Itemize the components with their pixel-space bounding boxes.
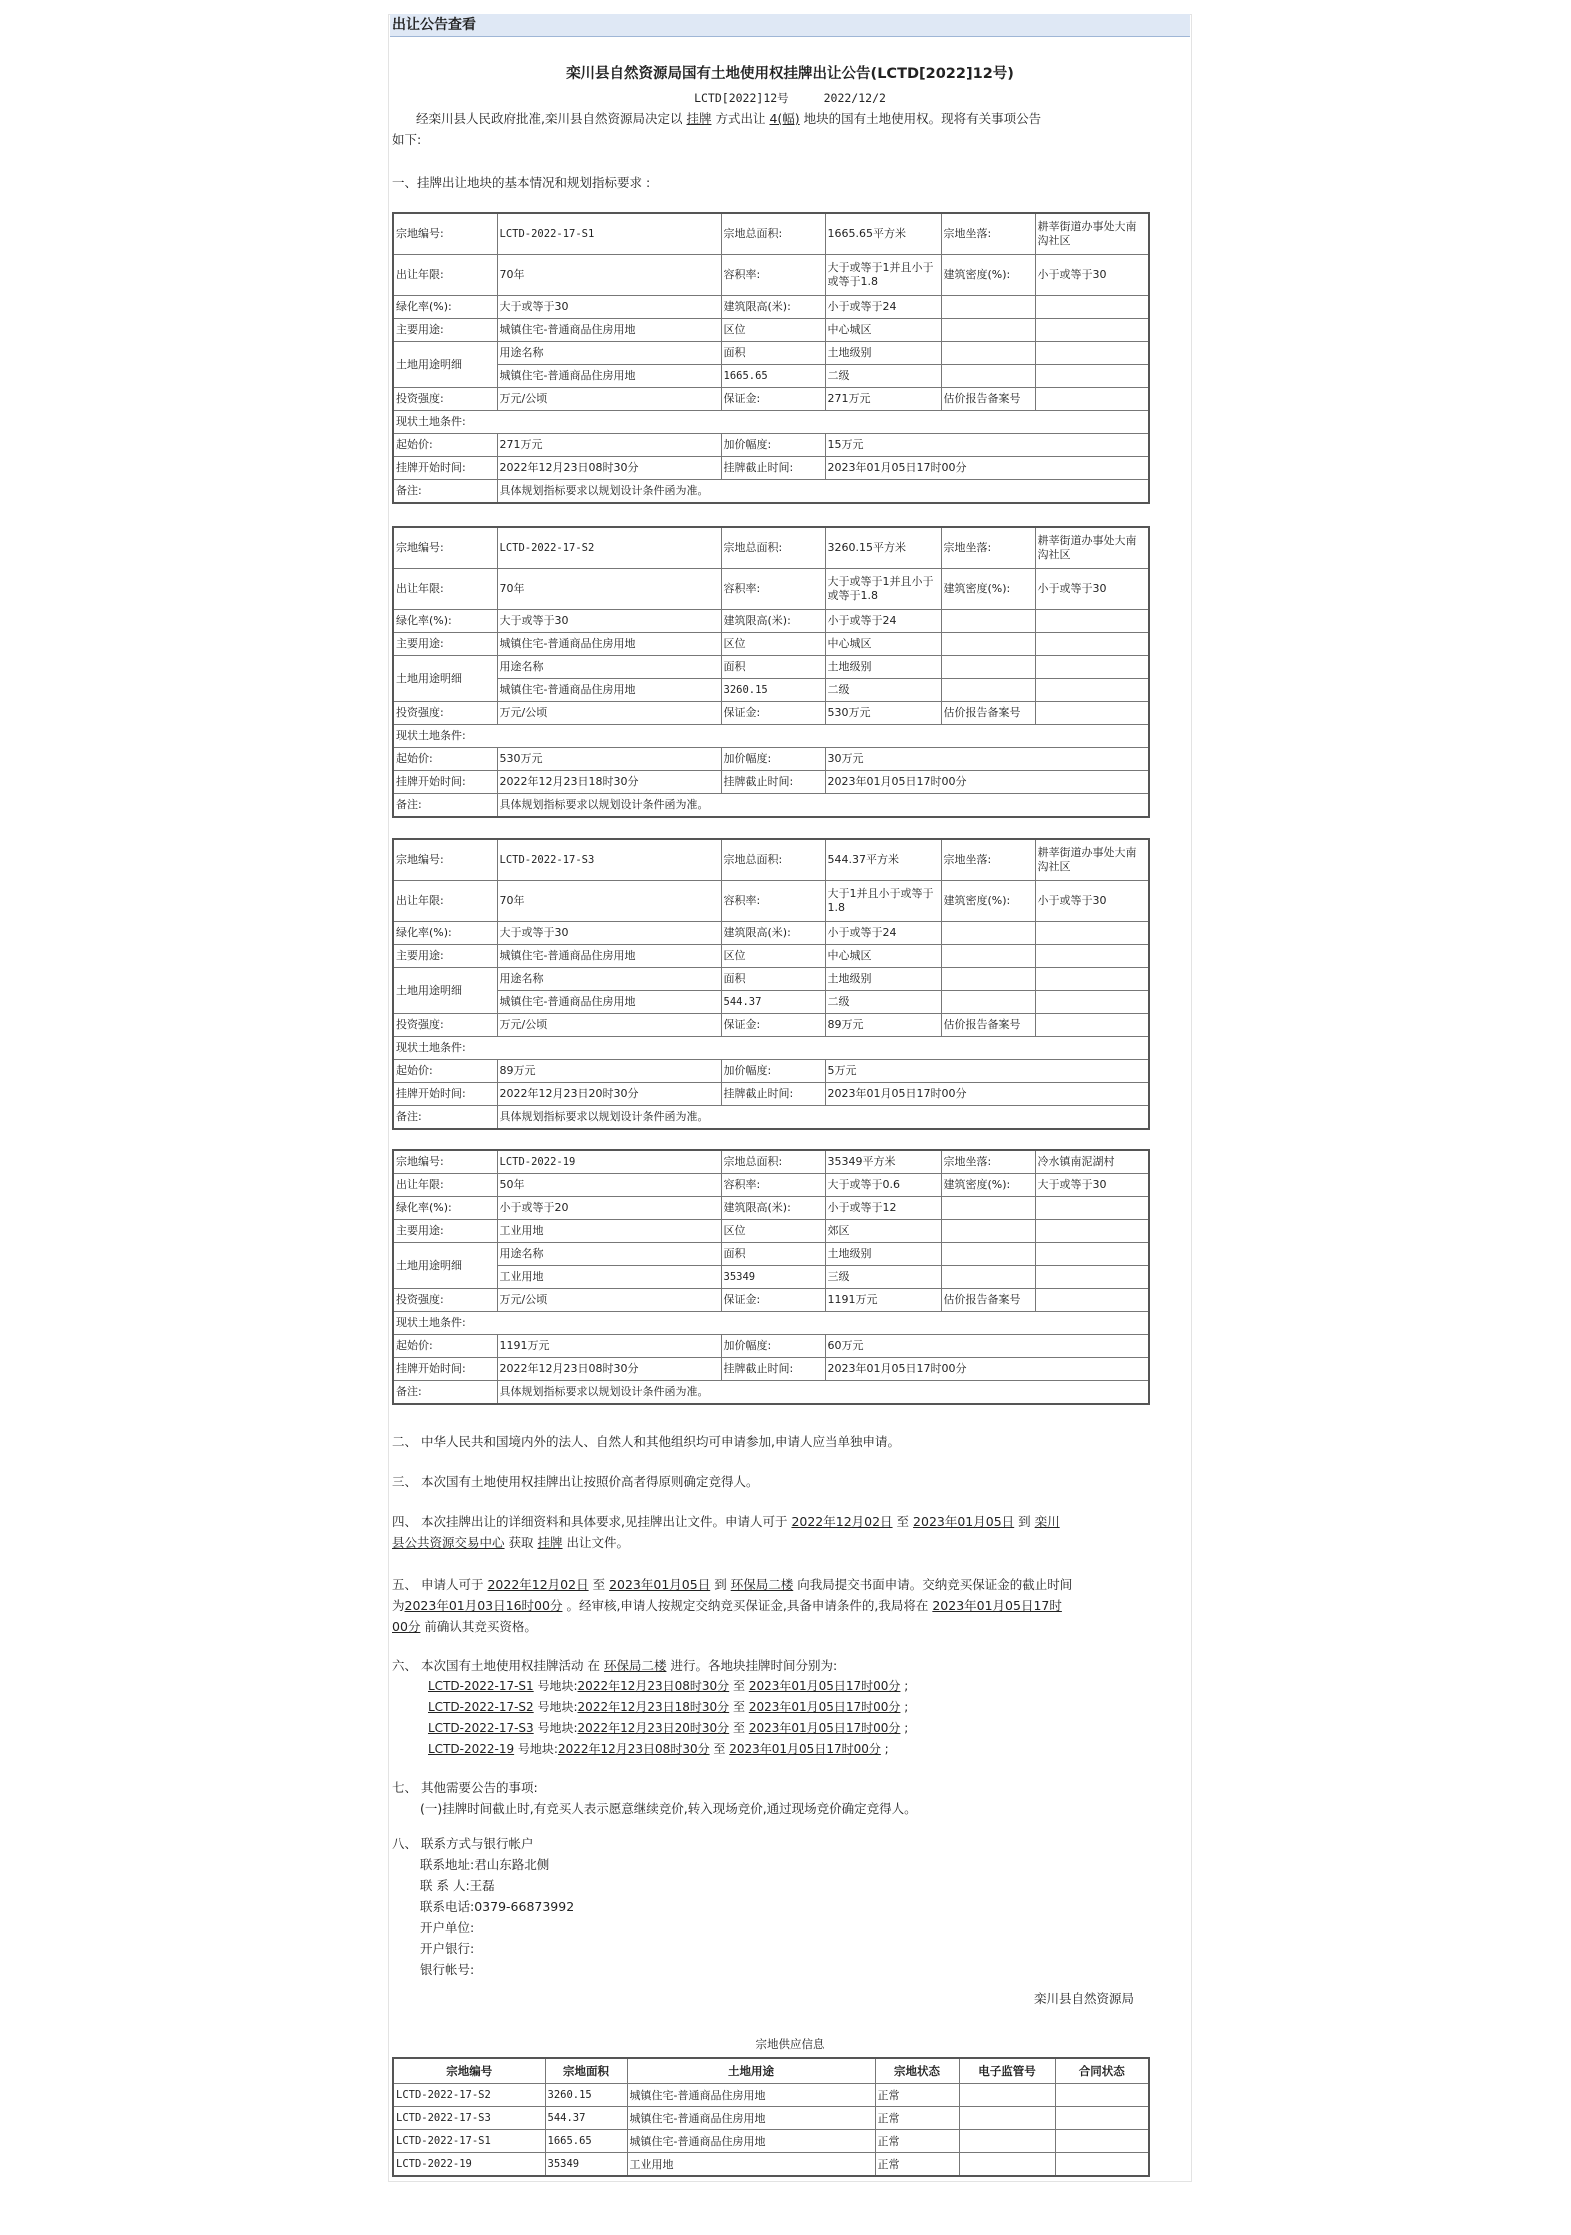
parcel-cell: 宗地坐落: [941, 839, 1035, 881]
parcel-cell: 保证金: [721, 702, 825, 725]
parcel-cell: 挂牌开始时间: [393, 1358, 497, 1381]
parcel-cell: 271万元 [497, 434, 721, 457]
parcel-cell: 二级 [825, 991, 941, 1014]
parcel-cell: 容积率: [721, 255, 825, 296]
parcel-cell: 宗地坐落: [941, 213, 1035, 255]
parcel-cell [1035, 968, 1149, 991]
parcel-cell: 土地级别 [825, 1243, 941, 1266]
parcel-cell: 现状土地条件: [393, 1037, 1149, 1060]
parcel-cell: 绿化率(%): [393, 296, 497, 319]
supply-header-cell: 合同状态 [1055, 2058, 1149, 2084]
parcel-cell: 3260.15平方米 [825, 527, 941, 569]
parcel-cell: 15万元 [825, 434, 1149, 457]
parcel-cell: 城镇住宅-普通商品住房用地 [497, 633, 721, 656]
parcel-cell: 主要用途: [393, 319, 497, 342]
parcel-cell [1035, 991, 1149, 1014]
parcel-cell: LCTD-2022-17-S2 [497, 527, 721, 569]
supply-cell: 正常 [875, 2130, 959, 2153]
parcel-cell: 城镇住宅-普通商品住房用地 [497, 991, 721, 1014]
parcel-cell: 大于或等于1并且小于或等于1.8 [825, 569, 941, 610]
parcel-cell: 耕莘街道办事处大南沟社区 [1035, 527, 1149, 569]
parcel-cell: 现状土地条件: [393, 1312, 1149, 1335]
parcel-cell: 备注: [393, 1381, 497, 1405]
parcel-cell: 城镇住宅-普通商品住房用地 [497, 319, 721, 342]
parcel-cell: 挂牌截止时间: [721, 771, 825, 794]
supply-cell: 544.37 [545, 2107, 627, 2130]
parcel-cell: 宗地坐落: [941, 527, 1035, 569]
parcel-cell: 绿化率(%): [393, 1197, 497, 1220]
section-8-title: 八、 联系方式与银行帐户 [392, 1836, 534, 1851]
parcel-cell: 89万元 [825, 1014, 941, 1037]
contact-phone: 联系电话:0379-66873992 [420, 1899, 575, 1914]
parcel-cell: 投资强度: [393, 388, 497, 411]
parcel-cell: 土地级别 [825, 342, 941, 365]
supply-table [392, 2057, 1150, 2177]
schedule-line: LCTD-2022-17-S3 号地块:2022年12月23日20时30分 至 2023年01月05日17时00分 ; [428, 1721, 909, 1735]
parcel-cell: 土地用途明细 [393, 1243, 497, 1289]
parcel-cell: 面积 [721, 968, 825, 991]
parcel-cell: 冷水镇南泥湖村 [1035, 1150, 1149, 1174]
parcel-cell: 土地用途明细 [393, 968, 497, 1014]
parcel-cell: 大于或等于30 [497, 922, 721, 945]
parcel-cell [1035, 1220, 1149, 1243]
parcel-cell: 建筑限高(米): [721, 922, 825, 945]
intro-method: 挂牌 [686, 111, 712, 126]
parcel-cell [1035, 633, 1149, 656]
parcel-cell: 面积 [721, 1243, 825, 1266]
supply-cell [1055, 2107, 1149, 2130]
parcel-cell: 530万元 [825, 702, 941, 725]
notice-title: 栾川县自然资源局国有土地使用权挂牌出让公告(LCTD[2022]12号) [566, 66, 1014, 82]
parcel-cell: 50年 [497, 1174, 721, 1197]
parcel-cell [941, 968, 1035, 991]
parcel-cell: 544.37平方米 [825, 839, 941, 881]
parcel-cell: 2023年01月05日17时00分 [825, 457, 1149, 480]
notice-meta [390, 90, 1190, 106]
parcel-cell: 3260.15 [721, 679, 825, 702]
parcel-cell: 估价报告备案号 [941, 1014, 1035, 1037]
parcel-cell: 用途名称 [497, 656, 721, 679]
parcel-cell [1035, 945, 1149, 968]
parcel-cell: 小于或等于20 [497, 1197, 721, 1220]
notice-number: LCTD[2022]12号 [694, 91, 789, 105]
parcel-cell: 加价幅度: [721, 434, 825, 457]
parcel-cell: 工业用地 [497, 1220, 721, 1243]
parcel-cell [1035, 679, 1149, 702]
parcel-cell: 1665.65 [721, 365, 825, 388]
parcel-cell: 建筑限高(米): [721, 296, 825, 319]
parcel-cell: 投资强度: [393, 1014, 497, 1037]
account-number: 银行帐号: [420, 1962, 475, 1977]
parcel-cell: 70年 [497, 569, 721, 610]
parcel-cell [1035, 365, 1149, 388]
parcel-cell: 万元/公顷 [497, 388, 721, 411]
section-7-item-1: (一)挂牌时间截止时,有竞买人表示愿意继续竞价,转入现场竞价,通过现场竞价确定竞得人。 [420, 1801, 917, 1816]
parcel-cell: 宗地编号: [393, 839, 497, 881]
supply-cell: 城镇住宅-普通商品住房用地 [627, 2107, 875, 2130]
parcel-cell: 用途名称 [497, 342, 721, 365]
parcel-cell: 小于或等于30 [1035, 881, 1149, 922]
parcel-cell: 区位 [721, 319, 825, 342]
parcel-cell: 土地级别 [825, 968, 941, 991]
parcel-cell [1035, 922, 1149, 945]
account-unit: 开户单位: [420, 1920, 475, 1935]
contact-address: 联系地址:君山东路北侧 [420, 1857, 550, 1872]
parcel-cell: 土地级别 [825, 656, 941, 679]
parcel-cell: 二级 [825, 365, 941, 388]
parcel-cell: 具体规划指标要求以规划设计条件函为准。 [497, 480, 1149, 504]
parcel-cell: 中心城区 [825, 633, 941, 656]
parcel-cell: 投资强度: [393, 1289, 497, 1312]
parcel-cell [941, 1266, 1035, 1289]
supply-header-cell: 宗地面积 [545, 2058, 627, 2084]
parcel-cell: 区位 [721, 633, 825, 656]
parcel-cell: 2023年01月05日17时00分 [825, 771, 1149, 794]
supply-cell: 城镇住宅-普通商品住房用地 [627, 2084, 875, 2107]
section-7-title: 七、 其他需要公告的事项: [392, 1780, 538, 1795]
parcel-cell [941, 656, 1035, 679]
parcel-cell: 小于或等于24 [825, 610, 941, 633]
supply-cell: LCTD-2022-17-S2 [393, 2084, 545, 2107]
parcel-cell: 出让年限: [393, 881, 497, 922]
parcel-cell: 耕莘街道办事处大南沟社区 [1035, 213, 1149, 255]
parcel-cell: 1191万元 [497, 1335, 721, 1358]
supply-cell [959, 2107, 1055, 2130]
parcel-cell: 60万元 [825, 1335, 1149, 1358]
parcel-cell: 544.37 [721, 991, 825, 1014]
supply-cell [959, 2130, 1055, 2153]
parcel-cell: 主要用途: [393, 1220, 497, 1243]
page-header-title: 出让公告查看 [392, 17, 476, 33]
supply-cell [1055, 2153, 1149, 2177]
parcel-cell [941, 922, 1035, 945]
parcel-cell: 小于或等于30 [1035, 569, 1149, 610]
parcel-cell [941, 1220, 1035, 1243]
parcel-cell: 宗地总面积: [721, 1150, 825, 1174]
parcel-cell [941, 1197, 1035, 1220]
parcel-cell: 中心城区 [825, 319, 941, 342]
parcel-cell: 加价幅度: [721, 1060, 825, 1083]
parcel-cell: 面积 [721, 656, 825, 679]
parcel-cell [1035, 1289, 1149, 1312]
parcel-cell [1035, 1243, 1149, 1266]
section-4: 四、 本次挂牌出让的详细资料和具体要求,见挂牌出让文件。申请人可于 2022年12月02日 至 2023年01月05日 到 栾川 县公共资源交易中心 获取 挂牌 出让文件。 [392, 1514, 1060, 1550]
parcel-cell: 大于或等于0.6 [825, 1174, 941, 1197]
page-header-bar [390, 14, 1190, 37]
parcel-cell: 耕莘街道办事处大南沟社区 [1035, 839, 1149, 881]
account-bank: 开户银行: [420, 1941, 475, 1956]
parcel-cell [941, 319, 1035, 342]
parcel-cell: 面积 [721, 342, 825, 365]
parcel-cell: 中心城区 [825, 945, 941, 968]
parcel-cell [941, 342, 1035, 365]
parcel-cell: 出让年限: [393, 1174, 497, 1197]
parcel-cell: 绿化率(%): [393, 922, 497, 945]
parcel-cell: 大于或等于30 [497, 296, 721, 319]
parcel-cell: 小于或等于30 [1035, 255, 1149, 296]
supply-cell: 工业用地 [627, 2153, 875, 2177]
supply-header-cell: 土地用途 [627, 2058, 875, 2084]
parcel-cell: 70年 [497, 255, 721, 296]
supply-cell: LCTD-2022-19 [393, 2153, 545, 2177]
parcel-cell: 大于或等于1并且小于或等于1.8 [825, 255, 941, 296]
parcel-cell: 城镇住宅-普通商品住房用地 [497, 679, 721, 702]
parcel-cell: 2023年01月05日17时00分 [825, 1358, 1149, 1381]
parcel-cell: 起始价: [393, 434, 497, 457]
parcel-cell: 备注: [393, 1106, 497, 1130]
listing-schedule [428, 1676, 908, 1760]
parcel-cell [941, 365, 1035, 388]
parcel-cell: 具体规划指标要求以规划设计条件函为准。 [497, 794, 1149, 818]
parcel-cell: 小于或等于24 [825, 922, 941, 945]
parcel-cell: 530万元 [497, 748, 721, 771]
supply-header-cell: 宗地状态 [875, 2058, 959, 2084]
parcel-cell: 土地用途明细 [393, 342, 497, 388]
parcel-cell: LCTD-2022-19 [497, 1150, 721, 1174]
supply-cell: LCTD-2022-17-S1 [393, 2130, 545, 2153]
parcel-cell: 具体规划指标要求以规划设计条件函为准。 [497, 1106, 1149, 1130]
parcel-cell: 宗地坐落: [941, 1150, 1035, 1174]
schedule-line: LCTD-2022-19 号地块:2022年12月23日08时30分 至 2023年01月05日17时00分 ; [428, 1742, 889, 1756]
parcel-cell: 估价报告备案号 [941, 1289, 1035, 1312]
section-1-heading: 一、挂牌出让地块的基本情况和规划指标要求 : [392, 175, 651, 190]
supply-caption: 宗地供应信息 [755, 2037, 825, 2051]
parcel-cell: 挂牌截止时间: [721, 457, 825, 480]
parcel-cell: 三级 [825, 1266, 941, 1289]
parcel-cell: 挂牌截止时间: [721, 1358, 825, 1381]
parcel-cell [941, 296, 1035, 319]
parcel-cell: 挂牌开始时间: [393, 771, 497, 794]
parcel-cell: 2023年01月05日17时00分 [825, 1083, 1149, 1106]
parcel-cell [1035, 1197, 1149, 1220]
parcel-cell: 建筑密度(%): [941, 881, 1035, 922]
parcel-cell: 2022年12月23日08时30分 [497, 1358, 721, 1381]
parcel-cell [1035, 1266, 1149, 1289]
parcel-cell: 现状土地条件: [393, 411, 1149, 434]
parcel-cell: 备注: [393, 794, 497, 818]
parcel-cell [941, 991, 1035, 1014]
intro-count: 4(幅) [769, 111, 800, 126]
parcel-cell: 主要用途: [393, 945, 497, 968]
parcel-cell: 宗地总面积: [721, 839, 825, 881]
parcel-cell: 备注: [393, 480, 497, 504]
parcel-cell: 起始价: [393, 748, 497, 771]
parcel-cell: 宗地编号: [393, 527, 497, 569]
supply-header-cell: 电子监管号 [959, 2058, 1055, 2084]
parcel-cell: 绿化率(%): [393, 610, 497, 633]
supply-cell [959, 2084, 1055, 2107]
parcel-cell [1035, 342, 1149, 365]
parcel-cell [1035, 296, 1149, 319]
parcel-cell: 保证金: [721, 1289, 825, 1312]
contact-person: 联 系 人:王磊 [420, 1878, 495, 1893]
parcel-table [392, 1149, 1150, 1405]
parcel-cell: 土地用途明细 [393, 656, 497, 702]
parcel-cell: 用途名称 [497, 1243, 721, 1266]
parcel-table [392, 526, 1150, 818]
parcel-cell: 容积率: [721, 881, 825, 922]
supply-cell: 1665.65 [545, 2130, 627, 2153]
parcel-cell: 30万元 [825, 748, 1149, 771]
parcel-cell: 89万元 [497, 1060, 721, 1083]
supply-cell: 3260.15 [545, 2084, 627, 2107]
parcel-cell: 估价报告备案号 [941, 702, 1035, 725]
parcel-cell: 1665.65平方米 [825, 213, 941, 255]
parcel-cell: 二级 [825, 679, 941, 702]
parcel-cell: 建筑密度(%): [941, 1174, 1035, 1197]
parcel-cell: 万元/公顷 [497, 1289, 721, 1312]
parcel-cell: 宗地总面积: [721, 527, 825, 569]
parcel-cell [1035, 1014, 1149, 1037]
parcel-cell: 小于或等于12 [825, 1197, 941, 1220]
supply-cell [959, 2153, 1055, 2177]
table-row [393, 2084, 1149, 2107]
parcel-cell [941, 633, 1035, 656]
parcel-cell: 投资强度: [393, 702, 497, 725]
parcel-cell: 2022年12月23日20时30分 [497, 1083, 721, 1106]
supply-cell: LCTD-2022-17-S3 [393, 2107, 545, 2130]
parcel-cell: 1191万元 [825, 1289, 941, 1312]
schedule-line: LCTD-2022-17-S2 号地块:2022年12月23日18时30分 至 2023年01月05日17时00分 ; [428, 1700, 909, 1714]
parcel-cell: 宗地编号: [393, 1150, 497, 1174]
parcel-cell: 保证金: [721, 388, 825, 411]
table-row [393, 2107, 1149, 2130]
notice-intro-end: 如下: [392, 132, 422, 147]
parcel-cell: 大于或等于30 [1035, 1174, 1149, 1197]
parcel-cell: 建筑限高(米): [721, 610, 825, 633]
supply-cell: 正常 [875, 2084, 959, 2107]
parcel-cell: 加价幅度: [721, 1335, 825, 1358]
parcel-cell: 主要用途: [393, 633, 497, 656]
parcel-cell: 郊区 [825, 1220, 941, 1243]
parcel-cell: 宗地总面积: [721, 213, 825, 255]
section-5: 五、 申请人可于 2022年12月02日 至 2023年01月05日 到 环保局二楼 向我局提交书面申请。交纳竞买保证金的截止时间 为2023年01月03日16时00分 。经审核,申请人按规定交纳竞买保证金,具备申请条件的,我局将在 2023年01月05日17时 00分 前确认其竞买资格。 [392, 1577, 1073, 1634]
parcel-cell: 建筑限高(米): [721, 1197, 825, 1220]
parcel-cell: 加价幅度: [721, 748, 825, 771]
parcel-cell: 5万元 [825, 1060, 1149, 1083]
parcel-cell [1035, 702, 1149, 725]
parcel-cell: 35349平方米 [825, 1150, 941, 1174]
parcel-cell: LCTD-2022-17-S3 [497, 839, 721, 881]
supply-cell [1055, 2084, 1149, 2107]
section-6: 六、 本次国有土地使用权挂牌活动 在 环保局二楼 进行。各地块挂牌时间分别为: [392, 1658, 838, 1673]
notice-date: 2022/12/2 [823, 91, 886, 105]
parcel-cell: 起始价: [393, 1335, 497, 1358]
parcel-cell [1035, 388, 1149, 411]
parcel-cell: 建筑密度(%): [941, 255, 1035, 296]
parcel-table [392, 838, 1150, 1130]
supply-cell: 35349 [545, 2153, 627, 2177]
parcel-cell: 容积率: [721, 569, 825, 610]
parcel-cell: 容积率: [721, 1174, 825, 1197]
table-row [393, 2130, 1149, 2153]
parcel-cell: 出让年限: [393, 255, 497, 296]
parcel-cell: 小于或等于24 [825, 296, 941, 319]
parcel-cell: 城镇住宅-普通商品住房用地 [497, 365, 721, 388]
parcel-cell: 万元/公顷 [497, 702, 721, 725]
parcel-cell: 估价报告备案号 [941, 388, 1035, 411]
parcel-cell: 现状土地条件: [393, 725, 1149, 748]
parcel-cell: 2022年12月23日18时30分 [497, 771, 721, 794]
schedule-line: LCTD-2022-17-S1 号地块:2022年12月23日08时30分 至 2023年01月05日17时00分 ; [428, 1679, 909, 1693]
parcel-cell [1035, 319, 1149, 342]
parcel-cell: 挂牌开始时间: [393, 457, 497, 480]
parcel-cell: 271万元 [825, 388, 941, 411]
parcel-cell [1035, 656, 1149, 679]
signer: 栾川县自然资源局 [1034, 1991, 1135, 2006]
parcel-cell: 挂牌开始时间: [393, 1083, 497, 1106]
parcel-cell: LCTD-2022-17-S1 [497, 213, 721, 255]
parcel-cell: 建筑密度(%): [941, 569, 1035, 610]
parcel-cell: 用途名称 [497, 968, 721, 991]
parcel-cell: 万元/公顷 [497, 1014, 721, 1037]
parcel-cell: 区位 [721, 945, 825, 968]
parcel-cell: 工业用地 [497, 1266, 721, 1289]
parcel-cell: 保证金: [721, 1014, 825, 1037]
section-2: 二、 中华人民共和国境内外的法人、自然人和其他组织均可申请参加,申请人应当单独申请。 [392, 1434, 900, 1449]
parcel-cell: 挂牌截止时间: [721, 1083, 825, 1106]
parcel-cell [941, 610, 1035, 633]
parcel-cell [1035, 610, 1149, 633]
supply-cell: 正常 [875, 2107, 959, 2130]
notice-intro: 经栾川县人民政府批准,栾川县自然资源局决定以 挂牌 方式出让 4(幅) 地块的国有土地使用权。现将有关事项公告 [416, 111, 1042, 126]
parcel-cell [941, 945, 1035, 968]
contact-info [420, 1854, 574, 1980]
parcel-cell: 大于1并且小于或等于1.8 [825, 881, 941, 922]
supply-cell: 城镇住宅-普通商品住房用地 [627, 2130, 875, 2153]
supply-header-cell: 宗地编号 [393, 2058, 545, 2084]
parcel-cell: 出让年限: [393, 569, 497, 610]
parcel-cell: 区位 [721, 1220, 825, 1243]
parcel-cell: 2022年12月23日08时30分 [497, 457, 721, 480]
section-3: 三、 本次国有土地使用权挂牌出让按照价高者得原则确定竞得人。 [392, 1474, 759, 1489]
parcel-cell: 大于或等于30 [497, 610, 721, 633]
parcel-table [392, 212, 1150, 504]
parcel-cell [941, 679, 1035, 702]
parcel-cell: 起始价: [393, 1060, 497, 1083]
supply-cell: 正常 [875, 2153, 959, 2177]
parcel-cell: 35349 [721, 1266, 825, 1289]
parcel-cell: 70年 [497, 881, 721, 922]
supply-cell [1055, 2130, 1149, 2153]
parcel-cell: 宗地编号: [393, 213, 497, 255]
table-row [393, 2153, 1149, 2177]
parcel-cell [941, 1243, 1035, 1266]
parcel-cell: 具体规划指标要求以规划设计条件函为准。 [497, 1381, 1149, 1405]
parcel-cell: 城镇住宅-普通商品住房用地 [497, 945, 721, 968]
